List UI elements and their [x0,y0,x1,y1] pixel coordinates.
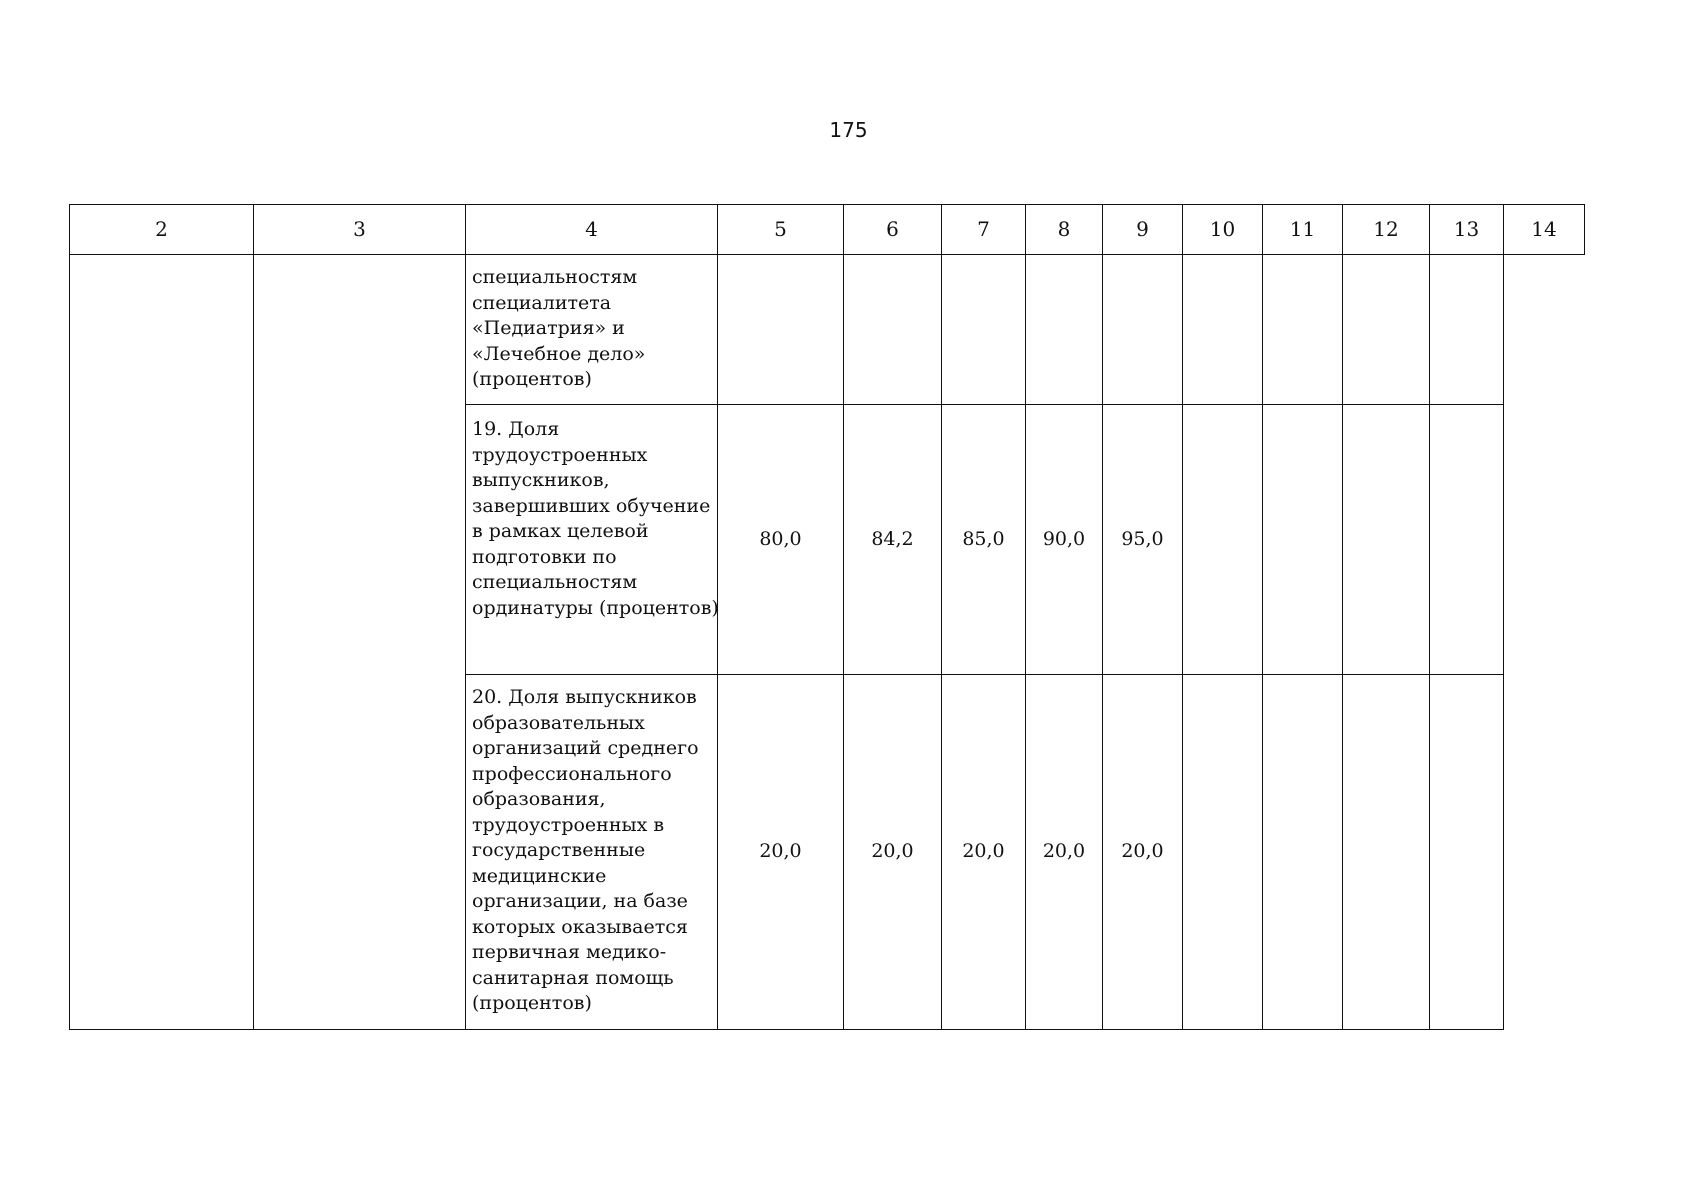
description-line: в рамках целевой [472,520,649,542]
column-header: 5 [718,205,844,255]
value-cell: 95,0 [1103,405,1183,675]
column-header: 11 [1263,205,1343,255]
value-cell [1183,255,1263,405]
value-cell [1430,675,1504,1030]
table-row [70,255,1585,405]
description-line: завершивших обучение [472,494,711,517]
description-line: подготовки по [472,545,617,568]
value-cell [1430,405,1504,675]
description-line: образования, [472,788,606,810]
value-cell: 20,0 [718,675,844,1030]
description-line: первичная медико- [472,941,667,963]
column-header: 8 [1026,205,1103,255]
column-header: 3 [254,205,466,255]
value-cell: 20,0 [942,675,1026,1030]
value-cell [844,255,942,405]
value-cell [1343,255,1430,405]
indicator-table [69,204,1585,1030]
description-line: которых оказывается [472,915,688,938]
description-line: медицинские [472,864,607,887]
description-line: специальностям [472,571,638,593]
value-cell [1343,675,1430,1030]
description-line: организаций среднего [472,737,699,759]
description-line: 19. Доля [472,418,560,440]
description-line: (процентов) [472,368,592,390]
table-header-row [70,205,1585,255]
value-cell: 85,0 [942,405,1026,675]
value-cell [718,255,844,405]
value-cell [1343,405,1430,675]
description-line: специальностям [472,266,638,288]
description-line: организации, на базе [472,890,688,912]
description-line: выпускников, [472,469,610,491]
value-cell [1263,255,1343,405]
value-cell: 80,0 [718,405,844,675]
value-cell [1183,405,1263,675]
description-line: государственные [472,839,646,861]
description-line: трудоустроенных в [472,813,665,836]
indicator-description [466,255,718,405]
value-cell [1026,255,1103,405]
value-cell [942,255,1026,405]
column-header: 6 [844,205,942,255]
description-line: специалитета [472,291,612,314]
column-header: 12 [1343,205,1430,255]
value-cell [1103,255,1183,405]
value-cell [1430,255,1504,405]
description-line: профессионального [472,762,672,785]
description-line: «Лечебное дело» [472,342,646,365]
column-header: 9 [1103,205,1183,255]
description-line: трудоустроенных [472,443,648,466]
value-cell: 84,2 [844,405,942,675]
description-line: санитарная помощь [472,966,674,989]
value-cell [1263,405,1343,675]
table-cell-col2-merged [70,255,254,1030]
description-line: «Педиатрия» и [472,317,625,339]
value-cell: 90,0 [1026,405,1103,675]
indicator-description [466,675,718,1030]
column-header: 4 [466,205,718,255]
description-line: ординатуры (процентов) [472,596,719,619]
column-header: 2 [70,205,254,255]
description-line: образовательных [472,711,645,734]
value-cell: 20,0 [1103,675,1183,1030]
description-line: 20. Доля выпускников [472,686,697,708]
value-cell: 20,0 [1026,675,1103,1030]
column-header: 10 [1183,205,1263,255]
column-header: 13 [1430,205,1504,255]
indicator-description [466,405,718,675]
column-header: 7 [942,205,1026,255]
table-cell-col3-merged [254,255,466,1030]
page-number: 175 [829,118,868,142]
value-cell [1263,675,1343,1030]
description-line: (процентов) [472,992,592,1014]
column-header: 14 [1504,205,1585,255]
value-cell: 20,0 [844,675,942,1030]
value-cell [1183,675,1263,1030]
